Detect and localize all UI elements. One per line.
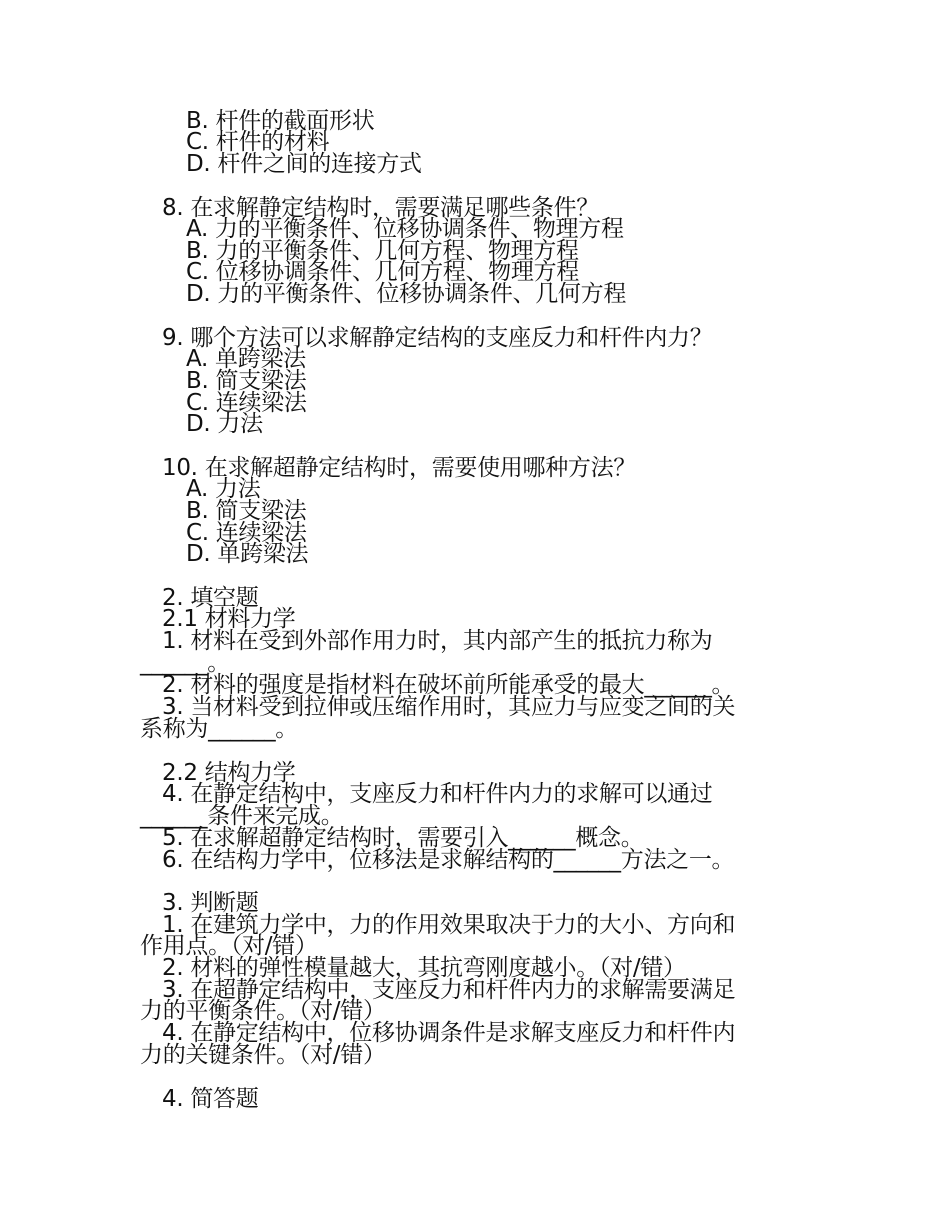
q8-option-d: D. 力的平衡条件、位移协调条件、几何方程 — [186, 281, 627, 307]
fill-item-4: 4. 在静定结构中，支座反力和杆件内力的求解可以通过 — [162, 781, 713, 807]
q9-question: 9. 哪个方法可以求解静定结构的支座反力和杆件内力？ — [162, 325, 713, 351]
judge-section-heading: 3. 判断题 — [162, 890, 259, 916]
fill-item-2: 2. 材料的强度是指材料在破坏前所能承受的最大______。 — [162, 672, 735, 698]
judge-item-4: 4. 在静定结构中，位移协调条件是求解支座反力和杆件内 — [162, 1020, 736, 1046]
q7-option-b: B. 杆件的截面形状 — [186, 108, 375, 134]
judge-item-4-cont: 力的关键条件。（对/错） — [140, 1042, 386, 1068]
fill-item-6: 6. 在结构力学中，位移法是求解结构的______方法之一。 — [162, 847, 735, 873]
q9-option-b: B. 简支梁法 — [186, 368, 307, 394]
q7-option-c: C. 杆件的材料 — [186, 129, 330, 155]
fill-section-heading: 2. 填空题 — [162, 585, 259, 611]
q9-option-a: A. 单跨梁法 — [186, 346, 306, 372]
fill-item-3-cont: 系称为______。 — [140, 716, 299, 742]
judge-item-1: 1. 在建筑力学中，力的作用效果取决于力的大小、方向和 — [162, 912, 736, 938]
q10-option-d: D. 单跨梁法 — [186, 541, 309, 567]
fill-item-3: 3. 当材料受到拉伸或压缩作用时，其应力与应变之间的关 — [162, 694, 736, 720]
q8-option-a: A. 力的平衡条件、位移协调条件、物理方程 — [186, 216, 624, 242]
judge-item-3: 3. 在超静定结构中，支座反力和杆件内力的求解需要满足 — [162, 977, 736, 1003]
judge-item-3-cont: 力的平衡条件。（对/错） — [140, 998, 386, 1024]
q8-option-b: B. 力的平衡条件、几何方程、物理方程 — [186, 238, 579, 264]
q7-option-d: D. 杆件之间的连接方式 — [186, 151, 422, 177]
fill-item-5: 5. 在求解超静定结构时，需要引入______概念。 — [162, 825, 644, 851]
q10-option-b: B. 简支梁法 — [186, 498, 307, 524]
short-answer-heading: 4. 简答题 — [162, 1086, 259, 1112]
q9-option-c: C. 连续梁法 — [186, 390, 307, 416]
fill-item-4-cont: ______条件来完成。 — [140, 803, 344, 829]
q10-option-a: A. 力法 — [186, 476, 261, 502]
fill-item-1-cont: ______。 — [140, 650, 230, 676]
fill-subsection-heading: 2.2 结构力学 — [162, 760, 296, 786]
q8-question: 8. 在求解静定结构时，需要满足哪些条件？ — [162, 195, 599, 221]
q10-option-c: C. 连续梁法 — [186, 520, 307, 546]
q8-option-c: C. 位移协调条件、几何方程、物理方程 — [186, 259, 579, 285]
fill-subsection-heading: 2.1 材料力学 — [162, 606, 296, 632]
judge-item-1-cont: 作用点。（对/错） — [140, 933, 318, 959]
q9-option-d: D. 力法 — [186, 411, 263, 437]
fill-item-1: 1. 材料在受到外部作用力时，其内部产生的抵抗力称为 — [162, 628, 713, 654]
judge-item-2: 2. 材料的弹性模量越大，其抗弯刚度越小。（对/错） — [162, 955, 686, 981]
q10-question: 10. 在求解超静定结构时，需要使用哪种方法？ — [162, 455, 636, 481]
